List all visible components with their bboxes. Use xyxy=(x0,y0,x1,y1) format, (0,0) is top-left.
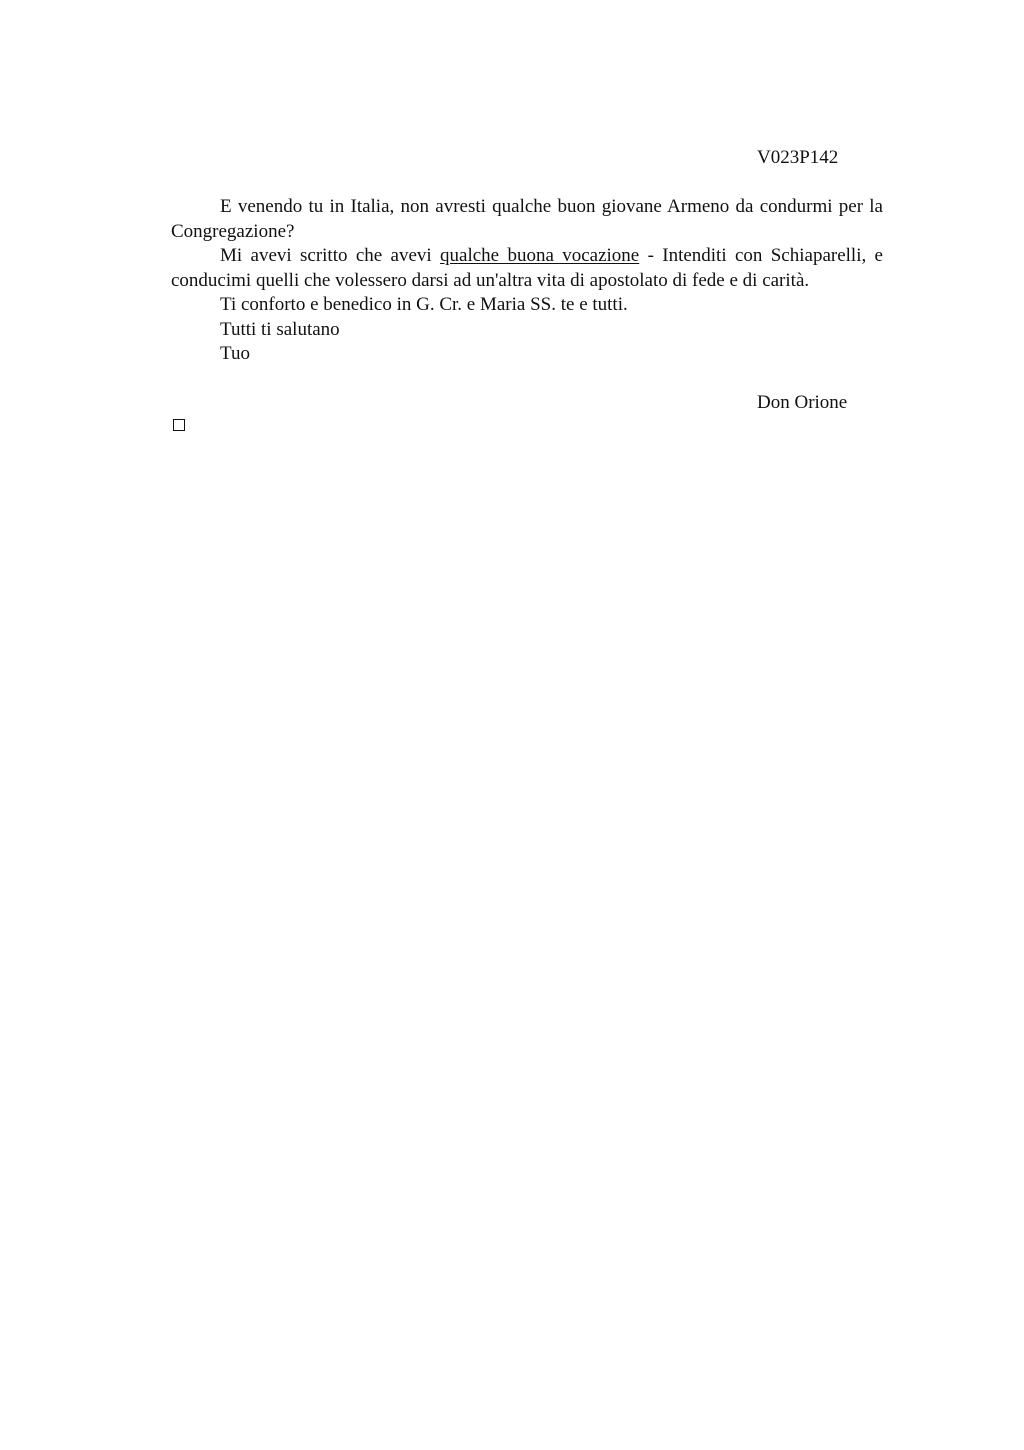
paragraph-blessing: Ti conforto e benedico in G. Cr. e Maria SS. te e tutti. xyxy=(220,294,628,315)
paragraph-greetings: Tutti ti salutano xyxy=(220,318,340,340)
paragraph-vocation xyxy=(171,244,883,293)
vocation-text-end: - Intenditi con Schiaparelli, e conducimi quelli che volessero darsi ad un'altra vita di apostolato di fede e di carità. xyxy=(171,245,883,291)
signature: Don Orione xyxy=(757,392,848,413)
letter-body xyxy=(171,195,883,367)
underlined-phrase: qualche buona vocazione xyxy=(440,245,640,266)
paragraph-italy-question: E venendo tu in Italia, non avresti qualche buon giovane Armeno da condurmi per la Congregazione? xyxy=(171,196,883,242)
empty-square-icon xyxy=(173,419,185,431)
paragraph-closing: Tuo xyxy=(220,343,250,364)
vocation-text-start: Mi avevi scritto che avevi xyxy=(220,245,441,266)
reference-code: V023P142 xyxy=(757,147,839,168)
